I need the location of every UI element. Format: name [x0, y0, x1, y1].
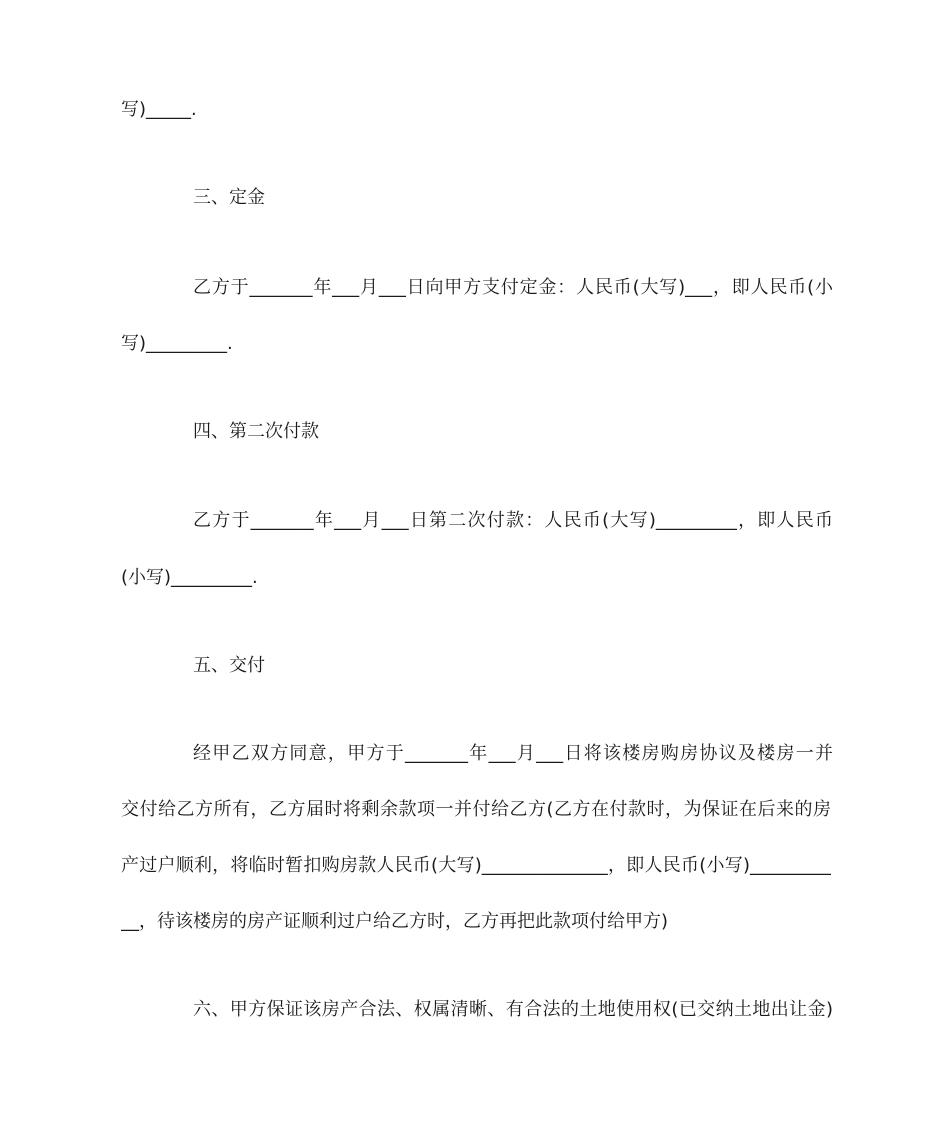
section-heading: 五、交付: [193, 655, 265, 676]
section-heading: 四、第二次付款: [193, 421, 319, 442]
text-line: 写)_____.: [121, 99, 197, 120]
text-line: 写)_________.: [121, 333, 233, 354]
section-heading: 三、定金: [193, 187, 265, 208]
text-line: 产过户顺利，将临时暂扣购房款人民币(大写)______________，即人民币(小写)_________: [121, 855, 831, 876]
text-line: 乙方于_______年___月___日第二次付款：人民币(大写)_________，即人民币: [193, 510, 833, 531]
section-heading: 六、甲方保证该房产合法、权属清晰、有合法的土地使用权(已交纳土地出让金): [193, 999, 833, 1020]
text-line: __，待该楼房的房产证顺利过户给乙方时，乙方再把此款项付给甲方): [121, 911, 669, 932]
text-line: 乙方于_______年___月___日向甲方支付定金：人民币(大写)___，即人民币(小: [193, 277, 833, 298]
text-line: (小写)_________.: [121, 567, 258, 588]
text-line: 经甲乙双方同意，甲方于_______年___月___日将该楼房购房协议及楼房一并: [193, 743, 833, 764]
text-line: 交付给乙方所有，乙方届时将剩余款项一并付给乙方(乙方在付款时，为保证在后来的房: [121, 799, 831, 820]
